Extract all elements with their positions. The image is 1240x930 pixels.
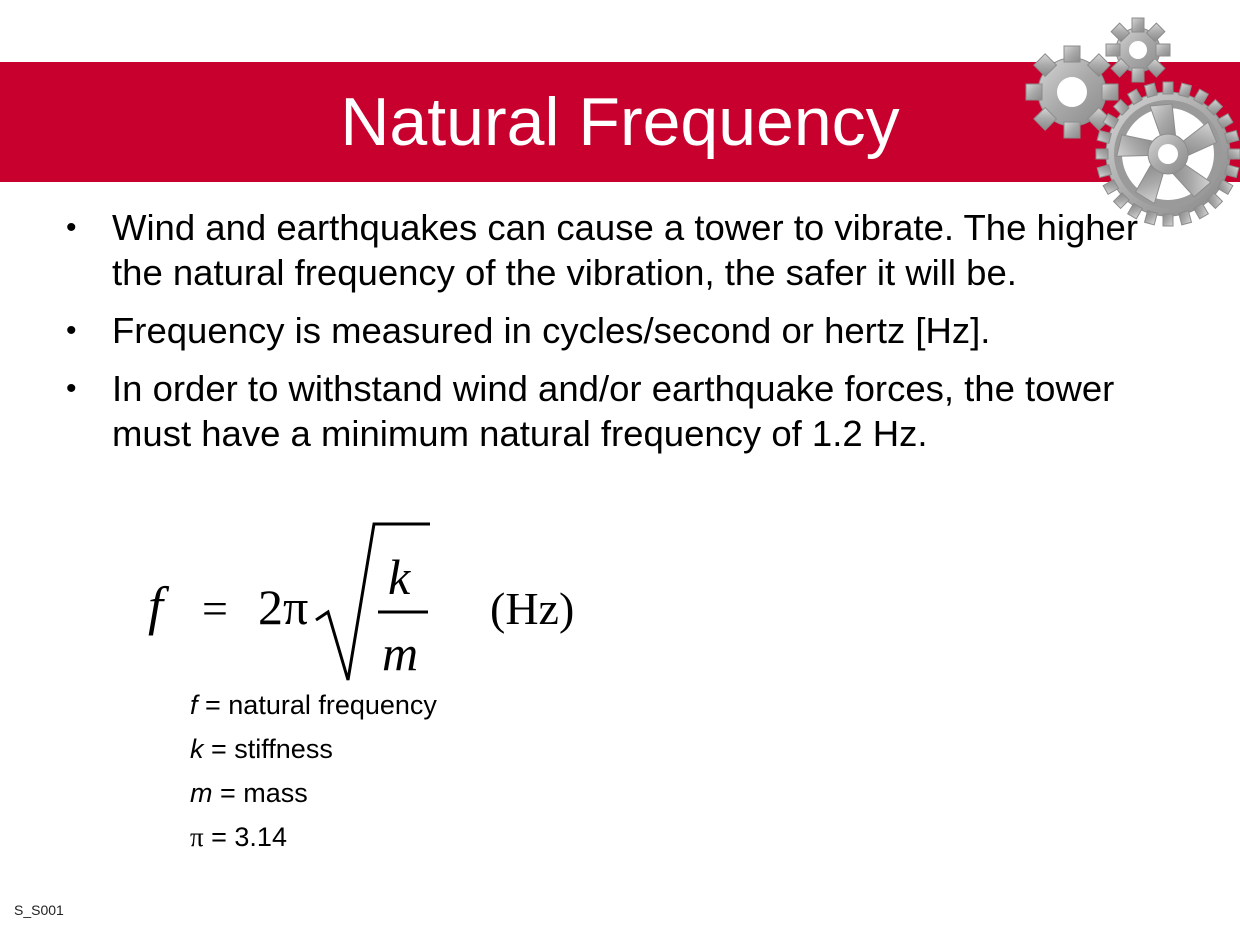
formula-graphic (138, 512, 604, 692)
small-gear-icon (1106, 18, 1170, 82)
legend-text: = 3.14 (203, 822, 287, 852)
formula-numerator: k (388, 549, 411, 605)
bullet-text: Frequency is measured in cycles/second or hertz [Hz]. (112, 310, 991, 351)
bullet-text: In order to withstand wind and/or earthquake forces, the tower must have a minimum natural frequency of 1.2 Hz. (112, 368, 1115, 454)
legend-row (190, 688, 437, 732)
slide-title: Natural Frequency (340, 84, 900, 160)
bullet-marker: • (66, 314, 77, 347)
bullet-item (60, 205, 1190, 295)
legend-row (190, 732, 437, 776)
formula-unit: (Hz) (490, 583, 575, 634)
legend-symbol: k (190, 734, 204, 764)
bullet-marker: • (66, 372, 77, 405)
bullet-item (60, 366, 1190, 456)
bullet-item (60, 308, 1190, 353)
legend-symbol: f (190, 690, 198, 720)
legend-text: = mass (212, 778, 308, 808)
legend-row (190, 776, 437, 820)
formula-equals: = (202, 583, 228, 634)
variable-legend (190, 688, 437, 864)
formula-denominator: m (382, 625, 419, 681)
legend-row (190, 820, 437, 864)
legend-text: = stiffness (203, 734, 333, 764)
gears-icon (1020, 14, 1240, 234)
slide-id: S_S001 (14, 902, 64, 918)
bullet-marker: • (66, 211, 77, 244)
legend-text: = natural frequency (197, 690, 437, 720)
formula (138, 512, 604, 692)
legend-symbol: π (190, 822, 204, 852)
formula-lhs: f (148, 576, 164, 636)
medium-gear-icon (1026, 46, 1118, 138)
bullet-text: Wind and earthquakes can cause a tower to vibrate. The higher the natural frequency of the vibration, the safer it will be. (112, 207, 1138, 293)
formula-coefficient: 2π (258, 579, 309, 635)
bullet-list (60, 205, 1190, 469)
legend-symbol: m (190, 778, 213, 808)
